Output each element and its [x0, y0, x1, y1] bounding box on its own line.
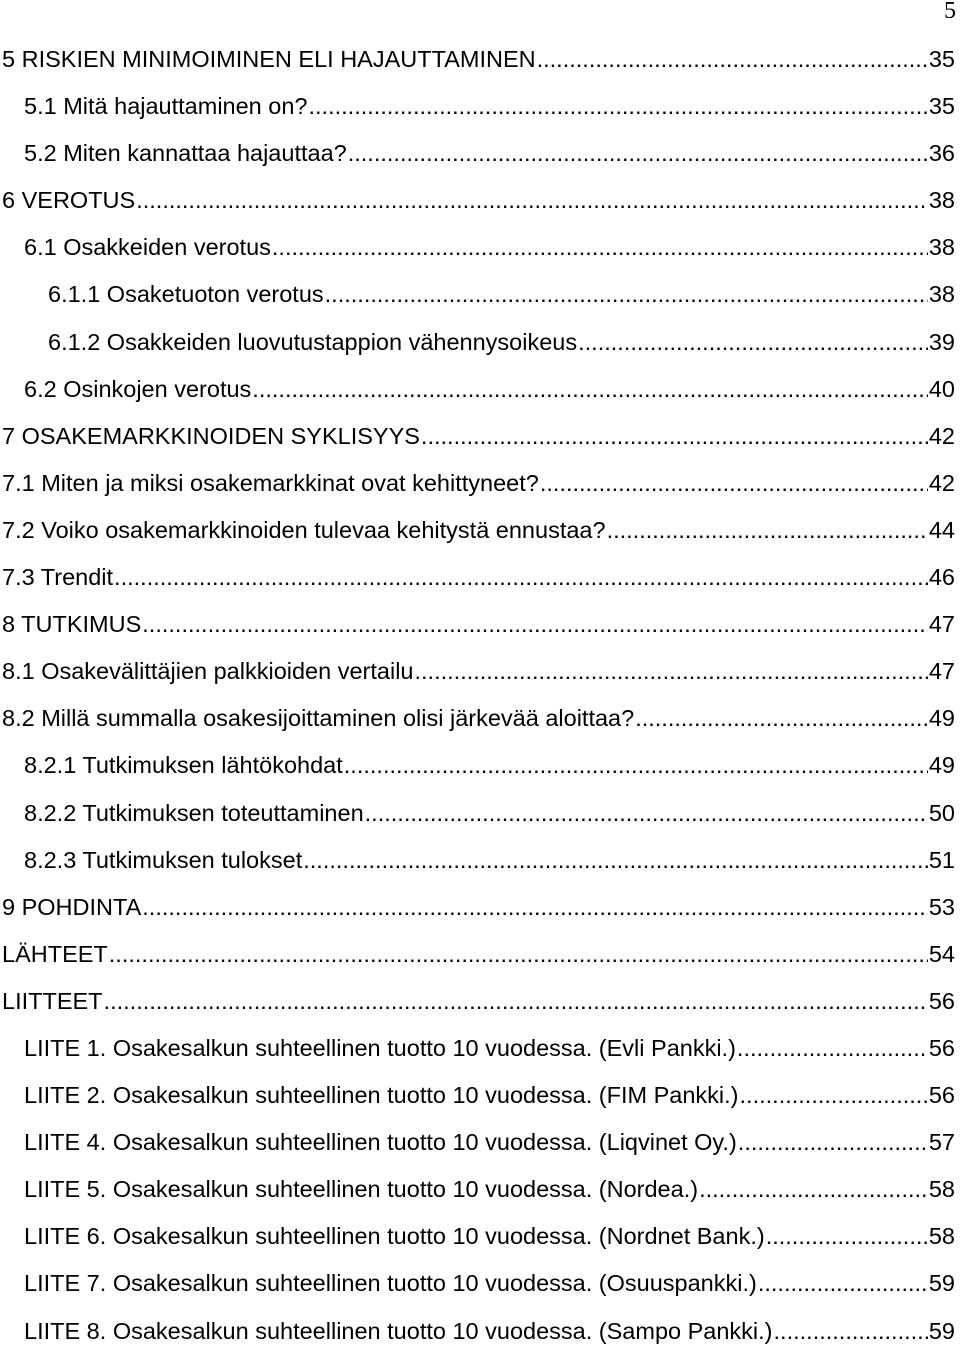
toc-entry-label: 8.2 Millä summalla osakesijoittaminen olisi järkevää aloittaa?: [2, 705, 635, 732]
toc-entry-page: 47: [928, 658, 955, 685]
toc-entry-label: 5.2 Miten kannattaa hajauttaa?: [24, 140, 347, 167]
toc-entry-page: 59: [928, 1317, 955, 1344]
toc-entry[interactable]: [0, 507, 955, 554]
toc-entry-label: 5 RISKIEN MINIMOIMINEN ELI HAJAUTTAMINEN: [2, 46, 536, 72]
page-number: 5: [944, 0, 956, 24]
toc-entry[interactable]: [0, 36, 955, 83]
toc-entry-page: 47: [928, 611, 955, 638]
dot-leader: [414, 648, 927, 695]
toc-entry-page: 56: [928, 1034, 955, 1061]
toc-entry-page: 56: [928, 1082, 955, 1109]
toc-entry-page: 35: [928, 46, 955, 72]
toc-entry-page: 49: [928, 705, 955, 732]
toc-entry[interactable]: [0, 978, 955, 1025]
toc-entry-page: 44: [928, 516, 955, 543]
toc-entry[interactable]: [0, 319, 955, 366]
toc-entry[interactable]: [0, 695, 955, 742]
toc-entry[interactable]: [0, 413, 955, 460]
toc-entry-label: 8.2.3 Tutkimuksen tulokset: [24, 846, 303, 873]
toc-entry[interactable]: [0, 177, 955, 224]
toc-entry-label: LIITTEET: [2, 987, 103, 1014]
toc-entry-label: 8.2.2 Tutkimuksen toteuttaminen: [24, 799, 364, 826]
toc-entry[interactable]: [0, 601, 955, 648]
toc-entry[interactable]: [0, 1213, 955, 1260]
toc-entry[interactable]: [0, 1119, 955, 1166]
toc-entry[interactable]: [0, 83, 955, 130]
toc-entry-page: 42: [928, 422, 955, 449]
toc-entry-page: 49: [928, 752, 955, 779]
toc-entry[interactable]: [0, 1308, 955, 1355]
dot-leader: [758, 1260, 928, 1307]
toc-entry[interactable]: [0, 224, 955, 271]
toc-entry-label: 6.1 Osakkeiden verotus: [24, 234, 271, 261]
toc-entry-label: LIITE 6. Osakesalkun suhteellinen tuotto 10 vuodessa. (Nordnet Bank.): [24, 1223, 765, 1250]
dot-leader: [309, 83, 928, 130]
toc-entry-page: 39: [928, 328, 955, 355]
toc-entry[interactable]: [0, 1025, 955, 1072]
dot-leader: [136, 177, 928, 224]
toc-entry-page: 46: [928, 564, 955, 591]
toc-entry-label: 6.2 Osinkojen verotus: [24, 375, 252, 402]
dot-leader: [774, 1308, 928, 1355]
dot-leader: [737, 1025, 928, 1072]
dot-leader: [272, 224, 928, 271]
toc-entry-page: 51: [928, 846, 955, 873]
toc-entry[interactable]: [0, 1072, 955, 1119]
toc-entry[interactable]: [0, 1260, 955, 1307]
toc-entry-page: 38: [928, 187, 955, 214]
toc-entry-page: 56: [928, 987, 955, 1014]
toc-entry[interactable]: [0, 1166, 955, 1213]
dot-leader: [537, 36, 928, 83]
toc-entry-page: 57: [928, 1129, 955, 1156]
toc-entry[interactable]: [0, 554, 955, 601]
toc-entry-label: 7 OSAKEMARKKINOIDEN SYKLISYYS: [2, 422, 420, 449]
toc-entry-label: 7.2 Voiko osakemarkkinoiden tulevaa kehitystä ennustaa?: [2, 516, 606, 543]
toc-entry[interactable]: [0, 742, 955, 789]
toc-entry[interactable]: [0, 271, 955, 318]
dot-leader: [142, 601, 928, 648]
dot-leader: [421, 413, 928, 460]
toc-entry[interactable]: [0, 460, 955, 507]
toc-entry-label: 8 TUTKIMUS: [2, 611, 142, 638]
toc-entry[interactable]: [0, 366, 955, 413]
dot-leader: [540, 460, 928, 507]
toc-entry[interactable]: [0, 884, 955, 931]
dot-leader: [252, 366, 928, 413]
toc-entry-page: 54: [928, 940, 955, 967]
toc-entry-page: 58: [928, 1223, 955, 1250]
toc-entry-label: 6 VEROTUS: [2, 187, 136, 214]
dot-leader: [303, 837, 928, 884]
toc-entry-label: LIITE 8. Osakesalkun suhteellinen tuotto 10 vuodessa. (Sampo Pankki.): [24, 1317, 773, 1344]
dot-leader: [325, 271, 928, 318]
dot-leader: [344, 742, 928, 789]
toc-entry-label: LÄHTEET: [2, 940, 108, 967]
toc-entry-page: 38: [928, 281, 955, 308]
toc-entry-label: 8.2.1 Tutkimuksen lähtökohdat: [24, 752, 343, 779]
toc-entry-label: LIITE 5. Osakesalkun suhteellinen tuotto 10 vuodessa. (Nordea.): [24, 1176, 699, 1203]
dot-leader: [635, 695, 928, 742]
dot-leader: [740, 1072, 928, 1119]
toc-entry-label: LIITE 1. Osakesalkun suhteellinen tuotto 10 vuodessa. (Evli Pankki.): [24, 1034, 736, 1061]
toc-entry[interactable]: [0, 837, 955, 884]
dot-leader: [365, 790, 928, 837]
toc-entry[interactable]: [0, 790, 955, 837]
toc-entry[interactable]: [0, 931, 955, 978]
table-of-contents: [0, 36, 955, 1355]
toc-entry-label: LIITE 4. Osakesalkun suhteellinen tuotto 10 vuodessa. (Liqvinet Oy.): [24, 1129, 737, 1156]
toc-entry-label: LIITE 2. Osakesalkun suhteellinen tuotto 10 vuodessa. (FIM Pankki.): [24, 1082, 739, 1109]
toc-entry-label: 6.1.1 Osaketuoton verotus: [48, 281, 324, 308]
toc-entry-page: 53: [928, 893, 955, 920]
toc-entry-label: 7.1 Miten ja miksi osakemarkkinat ovat kehittyneet?: [2, 469, 539, 496]
toc-entry[interactable]: [0, 130, 955, 177]
dot-leader: [699, 1166, 928, 1213]
toc-entry-label: LIITE 7. Osakesalkun suhteellinen tuotto 10 vuodessa. (Osuuspankki.): [24, 1270, 757, 1297]
dot-leader: [738, 1119, 928, 1166]
toc-entry-page: 36: [928, 140, 955, 167]
dot-leader: [142, 884, 928, 931]
toc-entry-page: 50: [928, 799, 955, 826]
dot-leader: [766, 1213, 928, 1260]
dot-leader: [104, 978, 928, 1025]
toc-entry-page: 40: [928, 375, 955, 402]
toc-entry-page: 59: [928, 1270, 955, 1297]
dot-leader: [109, 931, 928, 978]
toc-entry-label: 5.1 Mitä hajauttaminen on?: [24, 93, 308, 120]
dot-leader: [348, 130, 928, 177]
toc-entry-label: 6.1.2 Osakkeiden luovutustappion vähennysoikeus: [48, 328, 578, 355]
toc-entry-label: 7.3 Trendit: [2, 564, 114, 591]
toc-entry[interactable]: [0, 648, 955, 695]
toc-entry-page: 58: [928, 1176, 955, 1203]
dot-leader: [578, 319, 928, 366]
toc-entry-page: 38: [928, 234, 955, 261]
dot-leader: [114, 554, 928, 601]
toc-entry-label: 9 POHDINTA: [2, 893, 142, 920]
toc-entry-page: 42: [928, 469, 955, 496]
toc-entry-page: 35: [928, 93, 955, 120]
toc-entry-label: 8.1 Osakevälittäjien palkkioiden vertailu: [2, 658, 414, 685]
dot-leader: [607, 507, 928, 554]
